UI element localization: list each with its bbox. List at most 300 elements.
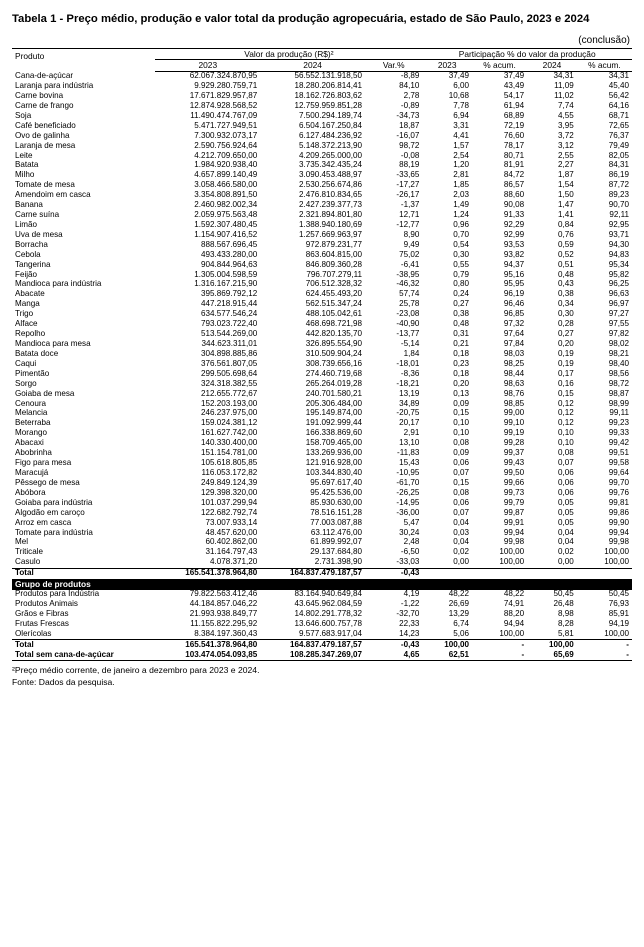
table-row bbox=[12, 429, 632, 439]
cell-valor-2024: 85.930.630,00 bbox=[310, 497, 362, 507]
cell-valor-2023: 129.398.320,00 bbox=[200, 487, 258, 497]
cell-var: -46,32 bbox=[396, 279, 420, 289]
table-row bbox=[12, 91, 632, 101]
cell-produto: Repolho bbox=[15, 329, 46, 339]
cell-valor-2024: 6.504.167.250,84 bbox=[298, 120, 362, 130]
cell-var: -26,17 bbox=[396, 190, 420, 200]
cell-valor-2024: 846.809.360,28 bbox=[305, 259, 362, 269]
cell-valor-2023: 21.993.938.849,77 bbox=[189, 609, 258, 619]
cell-var: 25,78 bbox=[399, 299, 420, 309]
cell-produto: Alface bbox=[15, 319, 38, 329]
header-part-2024: 2024 bbox=[527, 60, 577, 71]
cell-produto: Arroz em casca bbox=[15, 517, 72, 527]
cell-valor-2023: 447.218.915,44 bbox=[200, 299, 258, 309]
cell-valor-2024: 972.879.231,77 bbox=[305, 239, 362, 249]
cell-acum-2023: 96,19 bbox=[503, 289, 525, 299]
cell-part-2024: 8,28 bbox=[558, 619, 574, 629]
cell-acum-2023: 93,82 bbox=[503, 249, 525, 259]
cell-part-2023: 6,94 bbox=[453, 110, 469, 120]
cell-acum-2024: 92,95 bbox=[608, 219, 629, 229]
cell-acum-2023: 99,43 bbox=[503, 458, 525, 468]
cell-valor-2024: 562.515.347,24 bbox=[305, 299, 362, 309]
cell-valor-2023: 122.682.792,74 bbox=[200, 507, 258, 517]
cell-produto: Olerícolas bbox=[15, 629, 52, 639]
cell-valor-2024: 13.646.600.757,78 bbox=[294, 619, 362, 629]
cell-valor-2024: 61.899.992,07 bbox=[310, 537, 362, 547]
cell-valor-2023: 513.544.269,00 bbox=[200, 329, 258, 339]
cell-produto: Trigo bbox=[15, 309, 34, 319]
cell-part-2024: 1,47 bbox=[558, 200, 574, 210]
table-row bbox=[12, 260, 632, 270]
cell-acum-2023: 86,57 bbox=[503, 180, 525, 190]
cell-acum-2023: 88,20 bbox=[503, 609, 525, 619]
cell-acum-2024: 82,05 bbox=[608, 150, 629, 160]
cell-acum-2024: 96,25 bbox=[608, 279, 629, 289]
cell-part-2024: 0,51 bbox=[558, 259, 574, 269]
cell-produto: Batata bbox=[15, 160, 39, 170]
cell-acum-2024: 86,19 bbox=[608, 170, 629, 180]
table-row bbox=[12, 409, 632, 419]
cell-part-2024: 0,59 bbox=[558, 239, 574, 249]
cell-part-2024: 7,74 bbox=[558, 100, 574, 110]
cell-produto: Goiaba para indústria bbox=[15, 497, 93, 507]
cell-var: -0,43 bbox=[365, 568, 422, 579]
cell-valor-2024: 308.739.656,16 bbox=[305, 358, 362, 368]
table-row bbox=[12, 369, 632, 379]
cell-acum-2023: 78,17 bbox=[503, 140, 525, 150]
cell-produto: Abobrinha bbox=[15, 448, 52, 458]
cell-produto: Borracha bbox=[15, 239, 48, 249]
cell-part-2024: 11,09 bbox=[554, 81, 574, 91]
cell-part-2023: 0,00 bbox=[453, 557, 469, 567]
cell-valor-2024: 158.709.465,00 bbox=[305, 438, 362, 448]
production-value-table bbox=[12, 48, 632, 661]
cell-produto: Manga bbox=[15, 299, 40, 309]
table-row bbox=[12, 161, 632, 171]
cell-acum-2024: 97,27 bbox=[608, 309, 629, 319]
cell-valor-2024: 108.285.347.269,07 bbox=[260, 650, 365, 660]
cell-var: -1,22 bbox=[400, 599, 420, 609]
cell-part-2024: 0,43 bbox=[558, 279, 574, 289]
cell-acum-2023: 92,29 bbox=[503, 219, 525, 229]
cell-acum-2024: 97,82 bbox=[608, 329, 629, 339]
cell-valor-2023: 1.305.004.598,59 bbox=[194, 269, 258, 279]
table-row bbox=[12, 71, 632, 81]
table-row bbox=[12, 330, 632, 340]
cell-valor-2024: 164.837.479.187,57 bbox=[260, 568, 365, 579]
cell-valor-2024: 133.269.936,00 bbox=[305, 448, 362, 458]
cell-part-2023: 1,57 bbox=[453, 140, 469, 150]
cell-produto: Total bbox=[12, 568, 155, 579]
table-row bbox=[12, 141, 632, 151]
cell-var: -40,90 bbox=[396, 319, 420, 329]
cell-part-2024: 0,12 bbox=[558, 418, 574, 428]
cell-acum-2023: 95,95 bbox=[503, 279, 525, 289]
cell-part-2023: 0,27 bbox=[453, 299, 469, 309]
cell-produto: Pimentão bbox=[15, 368, 50, 378]
cell-part-2023: 0,10 bbox=[453, 418, 469, 428]
cell-acum-2023: 99,87 bbox=[503, 507, 525, 517]
table-row bbox=[12, 439, 632, 449]
table-row bbox=[12, 220, 632, 230]
cell-acum-2023 bbox=[472, 568, 527, 579]
cell-var: -23,08 bbox=[396, 309, 420, 319]
cell-valor-2023: 344.623.311,01 bbox=[201, 339, 258, 349]
table-row bbox=[12, 449, 632, 459]
cell-acum-2023: 94,37 bbox=[503, 259, 525, 269]
header-valor-group: Valor da produção (R$)² bbox=[155, 49, 422, 60]
cell-acum-2023: 37,49 bbox=[503, 71, 525, 81]
cell-part-2023: 0,55 bbox=[453, 259, 469, 269]
cell-valor-2024: 488.105.042,61 bbox=[305, 309, 362, 319]
table-row bbox=[12, 171, 632, 181]
table-row bbox=[12, 240, 632, 250]
cell-valor-2023: 1.592.307.480,45 bbox=[194, 219, 258, 229]
table-row bbox=[12, 488, 632, 498]
header-participacao-group: Participação % do valor da produção bbox=[422, 49, 632, 60]
cell-part-2024: 0,48 bbox=[558, 269, 574, 279]
group-header-label: Grupo de produtos bbox=[12, 579, 632, 590]
cell-var: 57,74 bbox=[399, 289, 420, 299]
table-title-text: Preço médio, produção e valor total da produção agropecuária, estado de São Paulo, 2023 e 2024 bbox=[66, 13, 590, 25]
cell-part-2024: 0,08 bbox=[558, 448, 574, 458]
cell-part-2024: 0,17 bbox=[558, 368, 574, 378]
cell-produto: Pêssego de mesa bbox=[15, 477, 80, 487]
cell-valor-2023: 4.657.899.140,49 bbox=[194, 170, 258, 180]
cell-acum-2023: 100,00 bbox=[499, 629, 525, 639]
cell-valor-2023: 151.154.781,00 bbox=[200, 448, 258, 458]
cell-acum-2023: 90,08 bbox=[503, 200, 525, 210]
cell-part-2023: 0,15 bbox=[453, 408, 469, 418]
cell-produto: Laranja de mesa bbox=[15, 140, 76, 150]
cell-acum-2024: 99,64 bbox=[608, 468, 629, 477]
cell-produto: Amendoim em casca bbox=[15, 190, 91, 200]
cell-valor-2024: 2.321.894.801,80 bbox=[298, 210, 362, 220]
table-header-group-row bbox=[12, 49, 632, 60]
cell-part-2024: 0,07 bbox=[558, 458, 574, 468]
cell-acum-2024: 84,31 bbox=[608, 160, 629, 170]
cell-part-2024: 8,98 bbox=[558, 609, 574, 619]
cell-part-2024: 3,12 bbox=[558, 140, 574, 150]
cell-valor-2024: 166.338.869,60 bbox=[305, 428, 362, 438]
cell-acum-2024: 89,23 bbox=[608, 190, 629, 200]
table-row bbox=[12, 538, 632, 548]
cell-var: -8,89 bbox=[400, 71, 420, 81]
cell-valor-2024: 29.137.684,80 bbox=[310, 547, 362, 557]
cell-acum-2024: - bbox=[577, 640, 632, 650]
table-row bbox=[12, 359, 632, 369]
cell-valor-2023: 324.318.382,55 bbox=[200, 378, 258, 388]
cell-part-2024: 1,50 bbox=[558, 190, 574, 200]
cell-acum-2024: 99,58 bbox=[608, 458, 629, 468]
cell-valor-2023: 165.541.378.964,80 bbox=[155, 640, 260, 650]
cell-part-2023: 0,30 bbox=[453, 249, 469, 259]
cell-produto: Leite bbox=[15, 150, 33, 160]
table-row bbox=[12, 201, 632, 211]
cell-valor-2023: 62.067.324.870,95 bbox=[189, 71, 258, 81]
cell-acum-2024: 34,31 bbox=[608, 71, 629, 81]
cell-valor-2023: 1.316.167.215,90 bbox=[194, 279, 258, 289]
cell-valor-2023: 17.671.829.957,87 bbox=[189, 90, 258, 100]
cell-valor-2024: 63.112.476,00 bbox=[310, 527, 362, 537]
group-table-row bbox=[12, 590, 632, 600]
cell-var: -61,70 bbox=[396, 477, 420, 487]
cell-acum-2023: 96,85 bbox=[503, 309, 525, 319]
cell-acum-2023: 99,91 bbox=[503, 517, 525, 527]
cell-var: 22,33 bbox=[399, 619, 420, 629]
cell-part-2023: 7,78 bbox=[453, 100, 469, 110]
header-valor-2024: 2024 bbox=[260, 60, 365, 71]
table-row bbox=[12, 280, 632, 290]
cell-acum-2024: 98,02 bbox=[608, 339, 629, 349]
header-acum-2023: % acum. bbox=[472, 60, 527, 71]
cell-valor-2024: 14.802.291.778,32 bbox=[294, 609, 362, 619]
cell-produto: Frutas Frescas bbox=[15, 619, 69, 629]
cell-part-2023: 0,07 bbox=[453, 468, 469, 477]
cell-acum-2023: 100,00 bbox=[499, 547, 525, 557]
cell-part-2023: 0,79 bbox=[453, 269, 469, 279]
cell-part-2023: 0,02 bbox=[453, 547, 469, 557]
cell-part-2024: 0,34 bbox=[558, 299, 574, 309]
footnote-note: ²Preço médio corrente, de janeiro a dezembro para 2023 e 2024. bbox=[12, 665, 260, 676]
cell-valor-2024: 274.460.719,68 bbox=[305, 368, 362, 378]
cell-part-2024: 0,12 bbox=[558, 408, 574, 418]
cell-acum-2024: 93,71 bbox=[608, 229, 629, 239]
cell-part-2024: 50,45 bbox=[553, 589, 574, 599]
cell-part-2023: 0,24 bbox=[453, 289, 469, 299]
cell-part-2023: 0,31 bbox=[453, 329, 469, 339]
cell-var: -16,07 bbox=[396, 130, 420, 140]
cell-produto: Tomate para indústria bbox=[15, 527, 93, 537]
cell-produto: Sorgo bbox=[15, 378, 37, 388]
cell-part-2023: 0,13 bbox=[453, 388, 469, 398]
cell-valor-2023: 48.457.620,00 bbox=[205, 527, 258, 537]
cell-acum-2023: 98,76 bbox=[503, 388, 525, 398]
cell-valor-2023: 1.984.920.938,40 bbox=[194, 160, 258, 170]
cell-var: -14,95 bbox=[396, 497, 420, 507]
cell-produto: Tangerina bbox=[15, 259, 51, 269]
cell-part-2023: 0,09 bbox=[453, 398, 469, 408]
cell-acum-2023: 92,99 bbox=[503, 229, 525, 239]
cell-valor-2024: 240.701.580,21 bbox=[305, 388, 362, 398]
conclusion-label: (conclusão) bbox=[578, 35, 630, 46]
cell-acum-2024: 98,99 bbox=[608, 398, 629, 408]
cell-acum-2023: 99,73 bbox=[503, 487, 525, 497]
cell-acum-2023: 98,85 bbox=[503, 398, 525, 408]
cell-var: -1,37 bbox=[400, 200, 420, 210]
table-row bbox=[12, 111, 632, 121]
cell-valor-2023: 2.460.982.002,34 bbox=[194, 200, 258, 210]
cell-valor-2023: 159.024.381,12 bbox=[200, 418, 258, 428]
cell-acum-2024: 64,16 bbox=[608, 100, 629, 110]
cell-acum-2023: 99,19 bbox=[503, 428, 525, 438]
cell-part-2023: 4,41 bbox=[453, 130, 469, 140]
cell-acum-2024: 94,19 bbox=[608, 619, 629, 629]
cell-valor-2023: 904.844.964,63 bbox=[200, 259, 258, 269]
cell-var: 4,19 bbox=[403, 589, 420, 599]
cell-part-2023: 0,10 bbox=[453, 428, 469, 438]
cell-acum-2023: 94,94 bbox=[503, 619, 525, 629]
cell-produto: Carne suína bbox=[15, 210, 60, 220]
cell-valor-2024: 326.895.554,90 bbox=[305, 339, 362, 349]
cell-produto: Beterraba bbox=[15, 418, 51, 428]
cell-part-2023: 2,54 bbox=[453, 150, 469, 160]
cell-var: -33,03 bbox=[396, 557, 420, 567]
cell-acum-2024: 99,33 bbox=[608, 428, 629, 438]
cell-part-2024 bbox=[527, 568, 577, 579]
cell-part-2024: 0,27 bbox=[558, 329, 574, 339]
cell-part-2024: 0,20 bbox=[558, 339, 574, 349]
cell-part-2024: 2,27 bbox=[558, 160, 574, 170]
cell-valor-2024: 164.837.479.187,57 bbox=[260, 640, 365, 650]
cell-acum-2023: 43,49 bbox=[503, 81, 525, 91]
cell-acum-2023: 99,10 bbox=[503, 418, 525, 428]
cell-var: -36,00 bbox=[396, 507, 420, 517]
cell-valor-2023: 60.402.862,00 bbox=[205, 537, 258, 547]
table-row bbox=[12, 339, 632, 349]
cell-part-2023: 0,06 bbox=[453, 458, 469, 468]
cell-part-2023: 0,09 bbox=[453, 448, 469, 458]
table-row bbox=[12, 210, 632, 220]
cell-part-2024: 11,02 bbox=[554, 90, 574, 100]
footnote-source: Fonte: Dados da pesquisa. bbox=[12, 677, 115, 687]
cell-valor-2023: 4.212.709.650,00 bbox=[194, 150, 258, 160]
cell-acum-2023: 99,37 bbox=[503, 448, 525, 458]
cell-part-2023: 0,06 bbox=[453, 497, 469, 507]
cell-valor-2023: 2.590.756.924,64 bbox=[194, 140, 258, 150]
cell-part-2023: 2,81 bbox=[453, 170, 469, 180]
cell-part-2023: 5,06 bbox=[453, 629, 469, 639]
cell-produto: Cenoura bbox=[15, 398, 47, 408]
cell-part-2024: 0,52 bbox=[558, 249, 574, 259]
cell-part-2023: 0,21 bbox=[453, 339, 469, 349]
cell-var: 30,24 bbox=[399, 527, 420, 537]
cell-produto: Casulo bbox=[15, 557, 41, 567]
cell-valor-2023: 5.471.727.949,51 bbox=[194, 120, 258, 130]
cell-valor-2023: 105.618.805,85 bbox=[200, 458, 258, 468]
cell-var: 84,10 bbox=[399, 81, 420, 91]
cell-produto: Cana-de-açúcar bbox=[15, 70, 74, 80]
cell-var: 2,91 bbox=[403, 428, 420, 438]
cell-produto: Morango bbox=[15, 428, 47, 438]
cell-produto: Feijão bbox=[15, 269, 38, 279]
cell-part-2024: 0,02 bbox=[558, 547, 574, 557]
cell-produto: Limão bbox=[15, 219, 38, 229]
header-acum-2024: % acum. bbox=[577, 60, 632, 71]
cell-acum-2023: 97,32 bbox=[503, 319, 525, 329]
cell-part-2024: 0,00 bbox=[558, 557, 574, 567]
cell-produto: Produtos Animais bbox=[15, 599, 78, 609]
cell-valor-2024: 9.577.683.917,04 bbox=[298, 629, 362, 639]
cell-part-2023: 2,03 bbox=[453, 190, 469, 200]
cell-acum-2023: 74,91 bbox=[503, 599, 525, 609]
cell-produto: Mandioca para mesa bbox=[15, 339, 91, 349]
cell-var: 75,02 bbox=[399, 249, 420, 259]
cell-acum-2024: 100,00 bbox=[604, 557, 629, 567]
cell-part-2024: 0,84 bbox=[558, 219, 574, 229]
cell-acum-2024: 96,63 bbox=[608, 289, 629, 299]
table-row bbox=[12, 399, 632, 409]
cell-valor-2023: 31.164.797,43 bbox=[205, 547, 258, 557]
cell-acum-2023: 91,33 bbox=[503, 210, 525, 220]
cell-part-2023: 0,48 bbox=[453, 319, 469, 329]
cell-var: 18,87 bbox=[399, 120, 420, 130]
cell-produto: Carne bovina bbox=[15, 90, 64, 100]
table-row bbox=[12, 518, 632, 528]
cell-valor-2023: 376.561.807,05 bbox=[200, 358, 258, 368]
cell-acum-2024: 99,70 bbox=[608, 477, 629, 487]
cell-var: 2,48 bbox=[403, 537, 420, 547]
cell-var: -0,08 bbox=[400, 150, 420, 160]
cell-var: 14,23 bbox=[399, 629, 420, 639]
cell-valor-2024: 95.697.617,40 bbox=[310, 477, 362, 487]
cell-valor-2023: 3.354.808.891,50 bbox=[194, 190, 258, 200]
cell-produto: Laranja para indústria bbox=[15, 81, 94, 91]
cell-part-2023: 0,04 bbox=[453, 537, 469, 547]
cell-acum-2024: 45,40 bbox=[608, 81, 629, 91]
cell-acum-2024: 85,91 bbox=[608, 609, 629, 619]
cell-acum-2023: 84,72 bbox=[503, 170, 525, 180]
cell-acum-2023: 98,25 bbox=[503, 358, 525, 368]
cell-valor-2023: 395.869.792,12 bbox=[200, 289, 258, 299]
cell-part-2023: 62,51 bbox=[422, 650, 472, 660]
cell-produto: Abacaxi bbox=[15, 438, 44, 448]
cell-part-2023: 0,07 bbox=[453, 507, 469, 517]
header-var: Var.% bbox=[365, 60, 422, 71]
cell-acum-2024: 96,97 bbox=[608, 299, 629, 309]
cell-valor-2023: 165.541.378.964,80 bbox=[155, 568, 260, 579]
cell-acum-2024: 90,70 bbox=[608, 200, 629, 210]
cell-acum-2023: 99,66 bbox=[503, 477, 525, 487]
cell-part-2023: 3,31 bbox=[453, 120, 469, 130]
cell-var: -26,25 bbox=[396, 487, 420, 497]
cell-var: 12,71 bbox=[399, 210, 420, 220]
cell-part-2024: 0,06 bbox=[558, 487, 574, 497]
cell-produto: Café beneficiado bbox=[15, 120, 76, 130]
cell-part-2024: 0,38 bbox=[558, 289, 574, 299]
table-row bbox=[12, 498, 632, 508]
cell-acum-2023: 95,16 bbox=[503, 269, 525, 279]
cell-valor-2024: 1.388.940.180,69 bbox=[298, 219, 362, 229]
cell-part-2024: 3,95 bbox=[558, 120, 574, 130]
cell-valor-2024: 468.698.721,98 bbox=[305, 319, 362, 329]
cell-var: 98,72 bbox=[399, 140, 420, 150]
cell-acum-2024: 50,45 bbox=[608, 589, 629, 599]
table-title bbox=[12, 12, 632, 27]
cell-part-2024: 0,30 bbox=[558, 309, 574, 319]
cell-part-2023: 0,96 bbox=[453, 219, 469, 229]
cell-produto: Abóbora bbox=[15, 487, 46, 497]
table-row bbox=[12, 379, 632, 389]
cell-part-2024: 0,05 bbox=[558, 497, 574, 507]
cell-valor-2024: 706.512.328,32 bbox=[305, 279, 362, 289]
cell-acum-2023: 81,91 bbox=[503, 160, 525, 170]
cell-acum-2024: 98,56 bbox=[608, 368, 629, 378]
cell-part-2023: 0,70 bbox=[453, 229, 469, 239]
cell-acum-2023: 98,44 bbox=[503, 368, 525, 378]
cell-var: -32,70 bbox=[396, 609, 420, 619]
cell-acum-2023: 54,17 bbox=[503, 90, 525, 100]
cell-valor-2024: 43.645.962.084,59 bbox=[294, 599, 362, 609]
cell-acum-2024: 100,00 bbox=[604, 547, 629, 557]
cell-valor-2023: 8.384.197.360,43 bbox=[194, 629, 258, 639]
table-row bbox=[12, 290, 632, 300]
cell-part-2024: 0,04 bbox=[558, 527, 574, 537]
cell-acum-2023: 98,63 bbox=[503, 378, 525, 388]
cell-produto: Batata doce bbox=[15, 348, 59, 358]
cell-produto: Caqui bbox=[15, 358, 37, 368]
cell-acum-2024: 94,30 bbox=[608, 239, 629, 249]
